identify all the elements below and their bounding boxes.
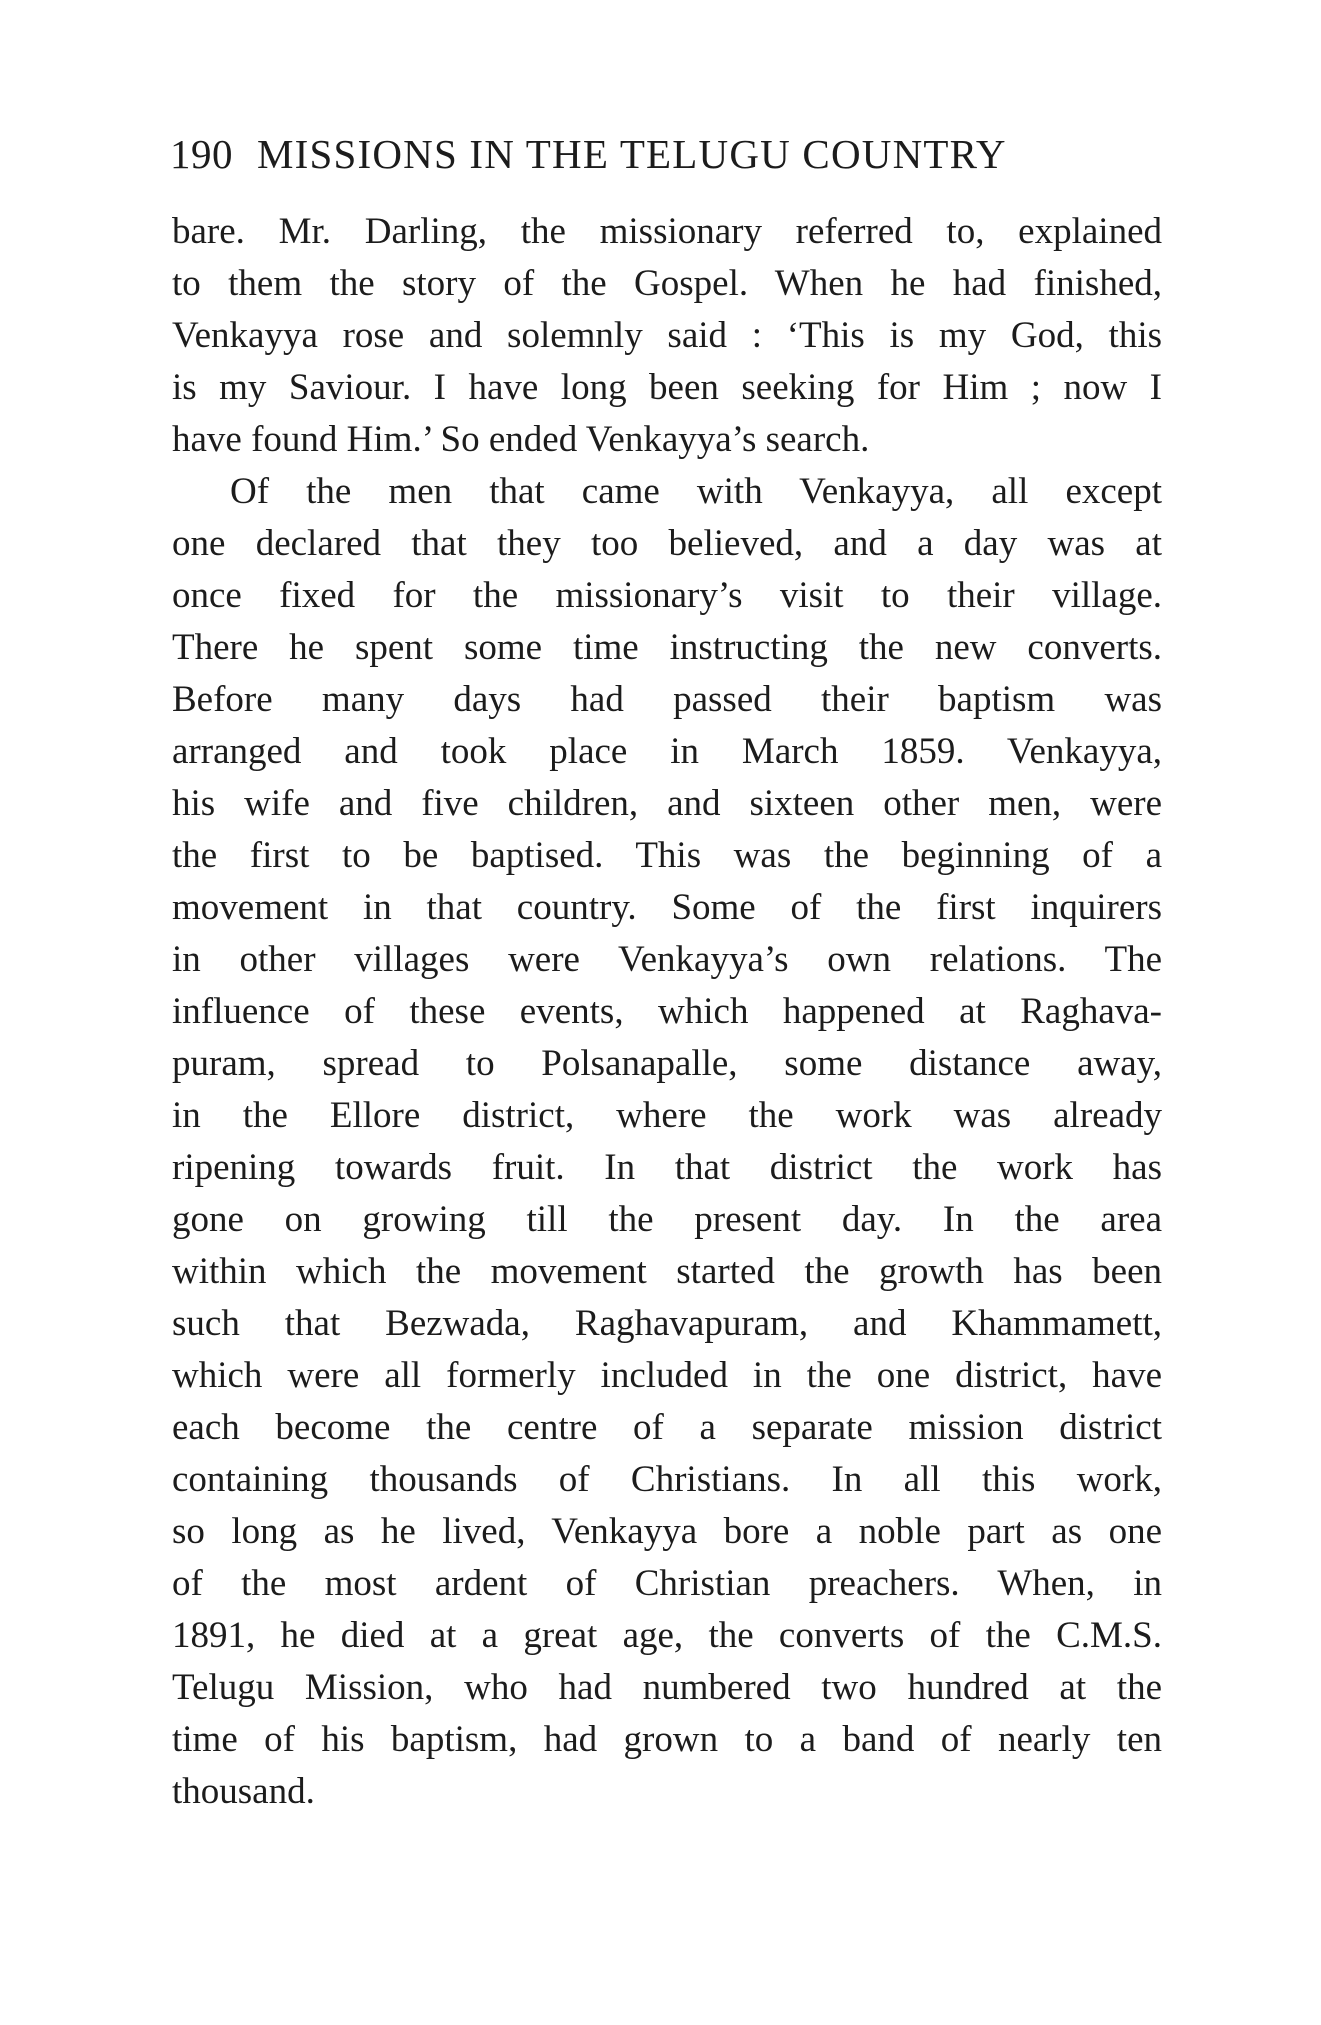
text-line: once fixed for the missionary’s visit to their village.	[172, 575, 1162, 616]
text-line: thousand.	[172, 1771, 315, 1812]
text-line: puram, spread to Polsanapalle, some distance away,	[172, 1043, 1162, 1084]
text-line: in other villages were Venkayya’s own relations. The	[172, 939, 1162, 980]
body-text	[172, 206, 1162, 1818]
text-line: ripening towards fruit. In that district the work has	[172, 1147, 1162, 1188]
text-line: Of the men that came with Venkayya, all except	[230, 471, 1162, 512]
text-line: 1891, he died at a great age, the converts of the C.M.S.	[172, 1615, 1162, 1656]
text-line: time of his baptism, had grown to a band of nearly ten	[172, 1719, 1162, 1760]
text-line: gone on growing till the present day. In the area	[172, 1199, 1162, 1240]
text-line: arranged and took place in March 1859. Venkayya,	[172, 731, 1162, 772]
text-line: in the Ellore district, where the work was already	[172, 1095, 1162, 1136]
text-line: so long as he lived, Venkayya bore a noble part as one	[172, 1511, 1162, 1552]
text-line: each become the centre of a separate mission district	[172, 1407, 1162, 1448]
text-line: containing thousands of Christians. In all this work,	[172, 1459, 1162, 1500]
text-line: Venkayya rose and solemnly said : ‘This is my God, this	[172, 315, 1162, 356]
text-line: have found Him.’ So ended Venkayya’s search.	[172, 419, 870, 460]
text-line: such that Bezwada, Raghavapuram, and Khammamett,	[172, 1303, 1162, 1344]
text-line: is my Saviour. I have long been seeking for Him ; now I	[172, 367, 1162, 408]
text-line: Telugu Mission, who had numbered two hundred at the	[172, 1667, 1162, 1708]
text-line: Before many days had passed their baptism was	[172, 679, 1162, 720]
text-line: to them the story of the Gospel. When he had finished,	[172, 263, 1162, 304]
text-line: There he spent some time instructing the new converts.	[172, 627, 1162, 668]
text-line: within which the movement started the growth has been	[172, 1251, 1162, 1292]
text-line: movement in that country. Some of the first inquirers	[172, 887, 1162, 928]
text-line: of the most ardent of Christian preachers. When, in	[172, 1563, 1162, 1604]
text-line: one declared that they too believed, and a day was at	[172, 523, 1162, 564]
text-line: his wife and five children, and sixteen other men, were	[172, 783, 1162, 824]
text-line: the first to be baptised. This was the beginning of a	[172, 835, 1162, 876]
page-number: 190	[170, 131, 233, 177]
text-line: influence of these events, which happened at Raghava-	[172, 991, 1162, 1032]
running-head	[170, 126, 1170, 182]
text-line: bare. Mr. Darling, the missionary referred to, explained	[172, 211, 1162, 252]
text-line: which were all formerly included in the one district, have	[172, 1355, 1162, 1396]
running-title: MISSIONS IN THE TELUGU COUNTRY	[257, 131, 1007, 177]
